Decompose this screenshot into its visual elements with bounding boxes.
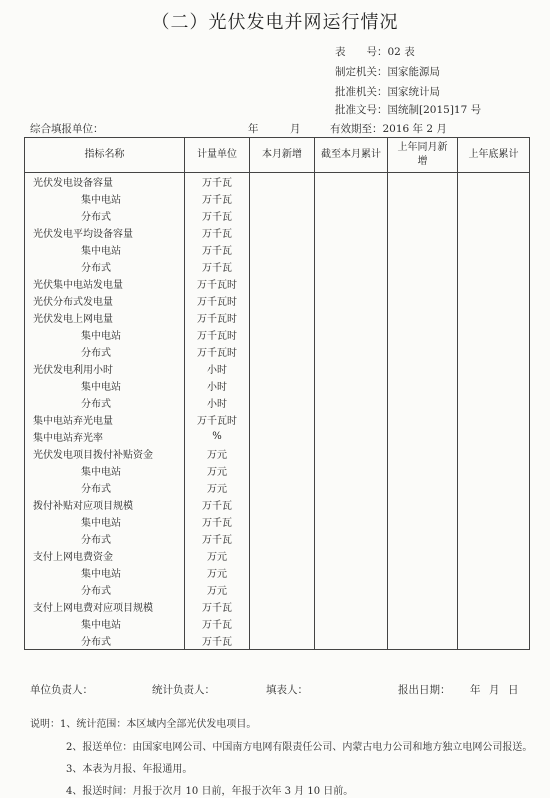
table-row: [25, 615, 530, 632]
value-cell[interactable]: [315, 309, 388, 326]
table-row: [25, 173, 530, 191]
value-cell[interactable]: [388, 343, 458, 360]
value-cell[interactable]: [250, 190, 315, 207]
indicator-name: 光伏发电上网电量: [25, 309, 185, 326]
value-cell[interactable]: [388, 411, 458, 428]
valid-until: 有效期至：2016 年 2 月: [330, 123, 447, 135]
value-cell[interactable]: [388, 615, 458, 632]
value-cell[interactable]: [315, 275, 388, 292]
value-cell[interactable]: [315, 326, 388, 343]
header-unit: 计量单位: [185, 138, 250, 173]
value-cell[interactable]: [458, 428, 530, 445]
table-header-row: [25, 138, 530, 173]
report-day-label: 日: [508, 684, 519, 696]
indicator-name: 光伏发电利用小时: [25, 360, 185, 377]
table-row: [25, 428, 530, 445]
indicator-name: 集中电站弃光电量: [25, 411, 185, 428]
value-cell[interactable]: [458, 615, 530, 632]
value-cell[interactable]: [458, 343, 530, 360]
table-row: [25, 241, 530, 258]
value-cell[interactable]: [388, 360, 458, 377]
measure-unit: 万千瓦: [185, 496, 250, 513]
measure-unit: 万千瓦: [185, 598, 250, 615]
indicator-name: 分布式: [25, 479, 185, 496]
value-cell[interactable]: [458, 326, 530, 343]
indicator-name: 集中电站: [25, 462, 185, 479]
value-cell[interactable]: [315, 190, 388, 207]
approval-number: 批准文号：国统制[2015]17 号: [335, 104, 482, 116]
table-row: [25, 258, 530, 275]
table-row: [25, 309, 530, 326]
value-cell[interactable]: [250, 377, 315, 394]
fill-year-label: 年: [248, 123, 259, 135]
value-cell[interactable]: [388, 462, 458, 479]
value-cell[interactable]: [250, 462, 315, 479]
value-cell[interactable]: [250, 309, 315, 326]
value-cell[interactable]: [315, 462, 388, 479]
value-cell[interactable]: [458, 598, 530, 615]
value-cell[interactable]: [250, 615, 315, 632]
value-cell[interactable]: [315, 564, 388, 581]
value-cell[interactable]: [458, 360, 530, 377]
value-cell[interactable]: [315, 513, 388, 530]
value-cell[interactable]: [388, 377, 458, 394]
value-cell[interactable]: [315, 428, 388, 445]
table-row: [25, 496, 530, 513]
measure-unit: 万千瓦时: [185, 343, 250, 360]
report-month-label: 月: [489, 684, 500, 696]
authority: 制定机关：国家能源局: [335, 66, 440, 78]
note-3: 3、本表为月报、年报通用。: [66, 764, 193, 775]
indicator-name: 光伏分布式发电量: [25, 292, 185, 309]
value-cell[interactable]: [458, 224, 530, 241]
indicator-name: 集中电站弃光率: [25, 428, 185, 445]
value-cell[interactable]: [250, 241, 315, 258]
indicator-name: 分布式: [25, 530, 185, 547]
value-cell[interactable]: [250, 258, 315, 275]
value-cell[interactable]: [315, 445, 388, 462]
value-cell[interactable]: [250, 394, 315, 411]
value-cell[interactable]: [388, 564, 458, 581]
measure-unit: 小时: [185, 360, 250, 377]
value-cell[interactable]: [388, 547, 458, 564]
value-cell[interactable]: [458, 377, 530, 394]
header-cumulative-text: 截至本月累计: [321, 149, 381, 160]
value-cell[interactable]: [315, 496, 388, 513]
value-cell[interactable]: [250, 207, 315, 224]
measure-unit: 万元: [185, 547, 250, 564]
table-row: [25, 598, 530, 615]
value-cell[interactable]: [315, 598, 388, 615]
table-row: [25, 224, 530, 241]
table-row: [25, 581, 530, 598]
fill-month-label: 月: [290, 123, 301, 135]
value-cell[interactable]: [388, 207, 458, 224]
value-cell[interactable]: [315, 581, 388, 598]
value-cell[interactable]: [458, 513, 530, 530]
indicator-name: 光伏发电项目拨付补贴资金: [25, 445, 185, 462]
report-year-label: 年: [470, 684, 481, 696]
measure-unit: 万千瓦: [185, 173, 250, 191]
value-cell[interactable]: [388, 224, 458, 241]
value-cell[interactable]: [250, 496, 315, 513]
value-cell[interactable]: [315, 632, 388, 650]
measure-unit: 万千瓦时: [185, 275, 250, 292]
table-row: [25, 513, 530, 530]
note-2: 2、报送单位：由国家电网公司、中国南方电网有限责任公司、内蒙古电力公司和地方独立电网公司报送。: [66, 742, 533, 753]
value-cell[interactable]: [250, 428, 315, 445]
value-cell[interactable]: [458, 530, 530, 547]
indicator-name: 集中电站: [25, 241, 185, 258]
indicator-name: 支付上网电费资金: [25, 547, 185, 564]
value-cell[interactable]: [315, 241, 388, 258]
measure-unit: 万元: [185, 479, 250, 496]
value-cell[interactable]: [250, 581, 315, 598]
table-row: [25, 445, 530, 462]
value-cell[interactable]: [458, 547, 530, 564]
value-cell[interactable]: [250, 479, 315, 496]
note-1: 说明：1、统计范围：本区域内全部光伏发电项目。: [30, 719, 257, 730]
value-cell[interactable]: [458, 564, 530, 581]
header-last-year-month-text: 上年同月新增: [397, 142, 448, 167]
filler-label: 填表人：: [266, 684, 308, 696]
value-cell[interactable]: [388, 632, 458, 650]
measure-unit: 万千瓦: [185, 615, 250, 632]
value-cell[interactable]: [315, 479, 388, 496]
value-cell[interactable]: [388, 530, 458, 547]
indicator-name: 集中电站: [25, 564, 185, 581]
measure-unit: 万千瓦: [185, 632, 250, 650]
value-cell[interactable]: [458, 411, 530, 428]
value-cell[interactable]: [315, 377, 388, 394]
measure-unit: 万千瓦: [185, 207, 250, 224]
measure-unit: 万元: [185, 445, 250, 462]
table-row: [25, 190, 530, 207]
value-cell[interactable]: [315, 343, 388, 360]
value-cell[interactable]: [315, 615, 388, 632]
indicator-name: 拨付补贴对应项目规模: [25, 496, 185, 513]
header-last-year-end: 上年底累计: [458, 138, 530, 173]
value-cell[interactable]: [458, 258, 530, 275]
value-cell[interactable]: [458, 190, 530, 207]
value-cell[interactable]: [315, 530, 388, 547]
measure-unit: 万千瓦时: [185, 326, 250, 343]
value-cell[interactable]: [458, 292, 530, 309]
table-row: [25, 207, 530, 224]
value-cell[interactable]: [315, 394, 388, 411]
indicator-name: 集中电站: [25, 190, 185, 207]
indicator-name: 分布式: [25, 394, 185, 411]
measure-unit: 万元: [185, 581, 250, 598]
value-cell[interactable]: [458, 207, 530, 224]
value-cell[interactable]: [315, 258, 388, 275]
value-cell[interactable]: [315, 173, 388, 191]
value-cell[interactable]: [388, 173, 458, 191]
approver: 批准机关：国家统计局: [335, 86, 440, 98]
measure-unit: 万元: [185, 564, 250, 581]
value-cell[interactable]: [458, 275, 530, 292]
measure-unit: %: [185, 428, 250, 445]
table-row: [25, 462, 530, 479]
header-indicator: 指标名称: [25, 138, 185, 173]
value-cell[interactable]: [250, 598, 315, 615]
indicator-name: 分布式: [25, 581, 185, 598]
value-cell[interactable]: [458, 496, 530, 513]
value-cell[interactable]: [250, 343, 315, 360]
indicator-name: 分布式: [25, 258, 185, 275]
table-body: [25, 173, 530, 650]
value-cell[interactable]: [388, 479, 458, 496]
value-cell[interactable]: [250, 275, 315, 292]
value-cell[interactable]: [458, 394, 530, 411]
indicator-name: 光伏发电平均设备容量: [25, 224, 185, 241]
table-row: [25, 377, 530, 394]
measure-unit: 万千瓦时: [185, 309, 250, 326]
value-cell[interactable]: [250, 445, 315, 462]
table-row: [25, 394, 530, 411]
value-cell[interactable]: [458, 632, 530, 650]
value-cell[interactable]: [388, 326, 458, 343]
indicator-name: 分布式: [25, 632, 185, 650]
measure-unit: 万千瓦: [185, 241, 250, 258]
measure-unit: 小时: [185, 377, 250, 394]
value-cell[interactable]: [458, 462, 530, 479]
measure-unit: 万千瓦: [185, 258, 250, 275]
value-cell[interactable]: [315, 207, 388, 224]
table-row: [25, 411, 530, 428]
table-row: [25, 530, 530, 547]
value-cell[interactable]: [250, 547, 315, 564]
table-row: [25, 360, 530, 377]
table-number: 表 号：02 表: [335, 46, 415, 58]
value-cell[interactable]: [458, 241, 530, 258]
measure-unit: 万千瓦时: [185, 292, 250, 309]
table-row: [25, 343, 530, 360]
measure-unit: 万千瓦: [185, 513, 250, 530]
value-cell[interactable]: [315, 224, 388, 241]
measure-unit: 万千瓦: [185, 530, 250, 547]
measure-unit: 万元: [185, 462, 250, 479]
unit-head-label: 单位负责人：: [30, 684, 93, 696]
value-cell[interactable]: [388, 581, 458, 598]
measure-unit: 小时: [185, 394, 250, 411]
value-cell[interactable]: [388, 309, 458, 326]
value-cell[interactable]: [315, 411, 388, 428]
value-cell[interactable]: [250, 326, 315, 343]
stats-head-label: 统计负责人：: [152, 684, 215, 696]
header-cumulative: [315, 138, 388, 173]
table-row: [25, 326, 530, 343]
value-cell[interactable]: [250, 224, 315, 241]
table-row: [25, 292, 530, 309]
table-row: [25, 547, 530, 564]
value-cell[interactable]: [388, 275, 458, 292]
indicator-name: 分布式: [25, 343, 185, 360]
value-cell[interactable]: [458, 445, 530, 462]
indicator-name: 光伏发电设备容量: [25, 173, 185, 191]
value-cell[interactable]: [458, 309, 530, 326]
table-row: [25, 275, 530, 292]
value-cell[interactable]: [315, 547, 388, 564]
table-row: [25, 632, 530, 650]
value-cell[interactable]: [388, 445, 458, 462]
value-cell[interactable]: [250, 173, 315, 191]
measure-unit: 万千瓦: [185, 224, 250, 241]
value-cell[interactable]: [315, 360, 388, 377]
table-row: [25, 479, 530, 496]
value-cell[interactable]: [250, 564, 315, 581]
indicator-name: 集中电站: [25, 615, 185, 632]
report-date-label: 报出日期：: [398, 684, 451, 696]
measure-unit: 万千瓦时: [185, 411, 250, 428]
value-cell[interactable]: [250, 530, 315, 547]
value-cell[interactable]: [458, 173, 530, 191]
indicator-name: 集中电站: [25, 513, 185, 530]
value-cell[interactable]: [388, 241, 458, 258]
value-cell[interactable]: [250, 292, 315, 309]
indicator-name: 支付上网电费对应项目规模: [25, 598, 185, 615]
value-cell[interactable]: [388, 292, 458, 309]
indicator-name: 集中电站: [25, 377, 185, 394]
value-cell[interactable]: [250, 632, 315, 650]
indicator-name: 光伏集中电站发电量: [25, 275, 185, 292]
value-cell[interactable]: [388, 190, 458, 207]
filling-unit-label: 综合填报单位：: [30, 123, 104, 135]
value-cell[interactable]: [315, 292, 388, 309]
value-cell[interactable]: [388, 394, 458, 411]
table-row: [25, 564, 530, 581]
page-title: （二）光伏发电并网运行情况: [151, 12, 399, 33]
value-cell[interactable]: [388, 598, 458, 615]
value-cell[interactable]: [458, 581, 530, 598]
report-table: [24, 137, 530, 650]
note-4: 4、报送时间：月报于次月 10 日前，年报于次年 3 月 10 日前。: [66, 786, 354, 797]
value-cell[interactable]: [250, 513, 315, 530]
value-cell[interactable]: [458, 479, 530, 496]
value-cell[interactable]: [388, 258, 458, 275]
value-cell[interactable]: [388, 496, 458, 513]
header-last-year-month: [388, 138, 458, 173]
value-cell[interactable]: [388, 513, 458, 530]
measure-unit: 万千瓦: [185, 190, 250, 207]
indicator-name: 分布式: [25, 207, 185, 224]
value-cell[interactable]: [250, 360, 315, 377]
value-cell[interactable]: [388, 428, 458, 445]
header-month-new: 本月新增: [250, 138, 315, 173]
indicator-name: 集中电站: [25, 326, 185, 343]
value-cell[interactable]: [250, 411, 315, 428]
